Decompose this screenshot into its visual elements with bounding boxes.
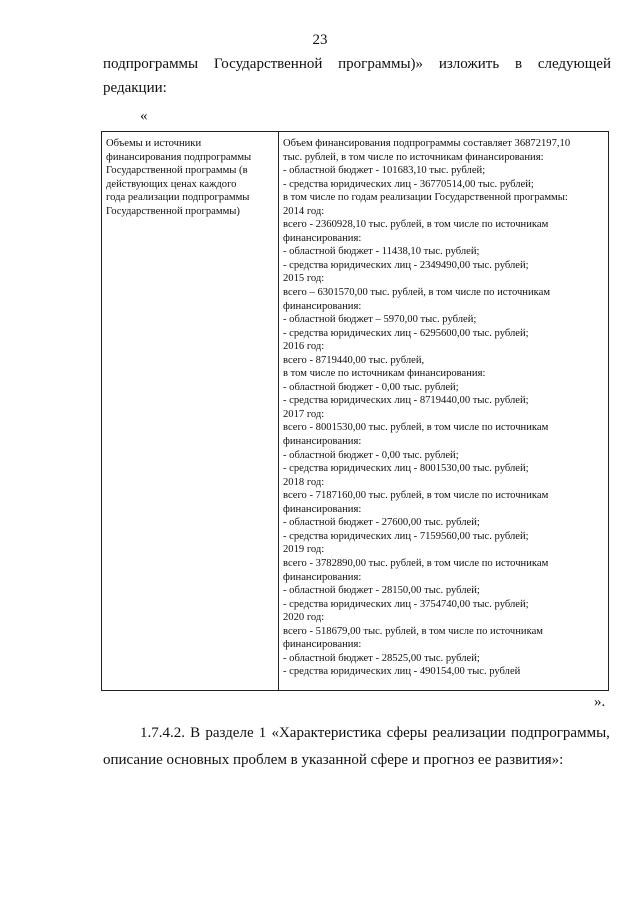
intro-word: изложить (438, 56, 500, 72)
paragraph-word: сферы (386, 725, 428, 741)
financing-text-line: финансирования: (283, 300, 362, 312)
financing-text-line: в том числе по годам реализации Государственной программы: (283, 192, 568, 204)
intro-word: подпрограммы (103, 56, 199, 72)
intro-line-1 (103, 56, 611, 73)
financing-text-line: всего - 2360928,10 тыс. рублей, в том числе по источникам (283, 219, 549, 231)
label-text-line: финансирования подпрограммы (106, 151, 252, 163)
financing-text-line: 2020 год: (283, 612, 325, 624)
paragraph-word: 1 (258, 725, 267, 741)
paragraph-word: 1.7.4.2. (140, 725, 185, 741)
financing-text-line: в том числе по источникам финансирования: (283, 368, 486, 380)
financing-text-line: всего – 6301570,00 тыс. рублей, в том числе по источникам (283, 287, 551, 299)
label-text-line: Государственной программы (в (106, 165, 248, 177)
financing-text-line: - областной бюджет - 0,00 тыс. рублей; (283, 381, 459, 393)
intro-word: следующей (537, 56, 611, 72)
financing-text-line: финансирования: (283, 436, 362, 448)
intro-word: Государственной (213, 56, 323, 72)
paragraph-word: «Характеристика (271, 725, 382, 741)
financing-text-line: - средства юридических лиц - 7159560,00 тыс. рублей; (283, 530, 529, 542)
intro-word: в (514, 56, 523, 72)
financing-text-line: 2019 год: (283, 544, 325, 556)
label-text-line: Государственной программы) (106, 205, 240, 217)
financing-text-line: 2016 год: (283, 341, 325, 353)
label-text-line: Объемы и источники (106, 138, 202, 149)
financing-text-line: финансирования: (283, 639, 362, 651)
financing-text-line: - средства юридических лиц - 3754740,00 тыс. рублей; (283, 598, 529, 610)
financing-text-line: финансирования: (283, 571, 362, 583)
financing-text-line: - областной бюджет - 0,00 тыс. рублей; (283, 449, 459, 461)
financing-text-line: - областной бюджет - 101683,10 тыс. рублей; (283, 165, 486, 177)
intro-line-2: редакции: (103, 80, 167, 96)
paragraph-word: подпрограммы, (511, 725, 610, 741)
financing-text-line: - средства юридических лиц - 8001530,00 тыс. рублей; (283, 463, 529, 475)
financing-text-line: финансирования: (283, 503, 362, 515)
paragraph-word: реализации (432, 725, 506, 741)
financing-text-line: Объем финансирования подпрограммы составляет 36872197,10 (283, 138, 571, 149)
financing-text-line: - областной бюджет - 11438,10 тыс. рублей; (283, 246, 480, 258)
paragraph-line-2: описание основных проблем в указанной сфере и прогноз ее развития»: (103, 752, 564, 768)
financing-text-line: тыс. рублей, в том числе по источникам финансирования: (283, 151, 544, 163)
financing-text-line: всего - 3782890,00 тыс. рублей, в том числе по источникам (283, 557, 549, 569)
open-quote: « (140, 108, 148, 124)
financing-text-line: - областной бюджет - 28150,00 тыс. рублей; (283, 585, 480, 597)
page-number: 23 (312, 32, 328, 48)
paragraph-word: В (190, 725, 201, 741)
close-quote: ». (594, 694, 606, 710)
label-text-line: года реализации подпрограммы (106, 192, 250, 204)
table-row (102, 132, 609, 691)
financing-text-line: - средства юридических лиц - 2349490,00 тыс. рублей; (283, 259, 529, 271)
financing-text-line: всего - 8719440,00 тыс. рублей, (283, 354, 425, 366)
financing-text-line: 2014 год: (283, 205, 325, 217)
table-cell-label (102, 132, 279, 691)
financing-text-line: - областной бюджет - 27600,00 тыс. рублей; (283, 517, 480, 529)
label-text-line: действующих ценах каждого (106, 178, 237, 190)
table-cell-financing-details (279, 132, 609, 691)
financing-table (101, 131, 609, 691)
intro-word: программы)» (338, 56, 424, 72)
financing-text-line: 2018 год: (283, 476, 325, 488)
financing-text-line: - средства юридических лиц - 36770514,00 тыс. рублей; (283, 178, 534, 190)
financing-text-line: - областной бюджет – 5970,00 тыс. рублей; (283, 314, 477, 326)
financing-text-line: - средства юридических лиц - 6295600,00 тыс. рублей; (283, 327, 529, 339)
financing-text-line: всего - 8001530,00 тыс. рублей, в том числе по источникам (283, 422, 549, 434)
paragraph-line-1 (140, 725, 610, 742)
financing-text-line: - средства юридических лиц - 8719440,00 тыс. рублей; (283, 395, 529, 407)
financing-text-line: - средства юридических лиц - 490154,00 тыс. рублей (283, 666, 521, 678)
financing-text-line: 2017 год: (283, 408, 325, 420)
financing-text-line: - областной бюджет - 28525,00 тыс. рублей; (283, 652, 480, 664)
paragraph-word: разделе (205, 725, 254, 741)
financing-text-line: всего - 518679,00 тыс. рублей, в том числе по источникам (283, 625, 543, 637)
financing-text-line: финансирования: (283, 232, 362, 244)
financing-text-line: 2015 год: (283, 273, 325, 285)
financing-text-line: всего - 7187160,00 тыс. рублей, в том числе по источникам (283, 490, 549, 502)
